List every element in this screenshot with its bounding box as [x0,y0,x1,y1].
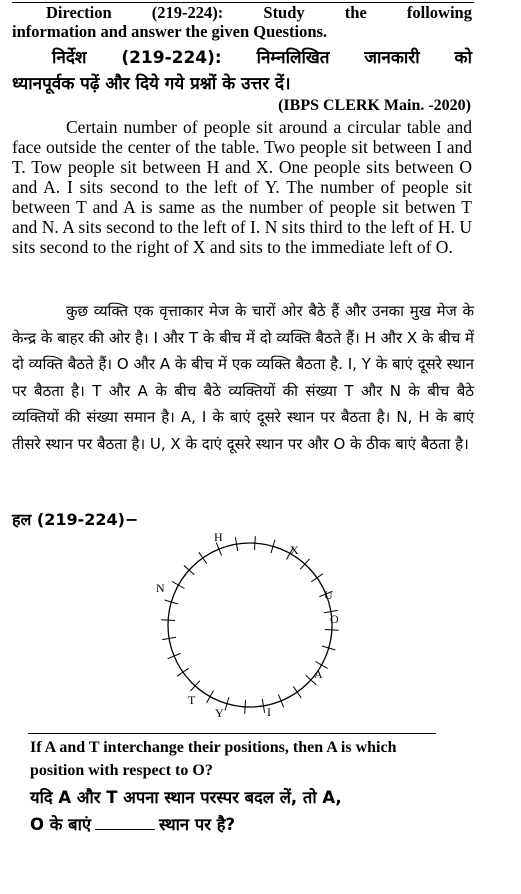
seat-label: H [214,530,223,544]
hindi-direction-w3: निम्नलिखित [256,48,330,68]
direction-range: (219-224): [151,3,224,22]
solution-title: हल (219-224)− [12,510,139,529]
seat-label: A [314,667,323,681]
direction-w2: the [344,3,367,22]
seat-label: Y [215,706,224,720]
seat-label: U [324,588,333,602]
seat-labels [156,530,339,720]
seat-label: I [267,705,271,719]
seating-diagram [140,520,360,735]
hindi-direction-w2: (219-224): [121,48,222,68]
seat-tick [161,620,175,621]
seat-tick [278,694,283,707]
direction-word: Direction [46,3,112,22]
seat-label: T [188,693,196,707]
seat-tick [177,668,189,676]
direction-line2: information and answer the given Questions. [12,22,328,41]
seat-ticks [161,536,339,714]
question-hindi-line2b: स्थान पर है? [159,815,236,834]
seat-tick [207,691,214,703]
question-hindi [30,784,460,838]
seat-tick [199,552,207,564]
passage-english: Certain number of people sit around a circular table and face outside the center of the table. Two people sit between I and T. Tow people sit between H and X. One people sits between O and A. I sits second to the left of Y. The number of people sit between T and A is same as the number of people sit betwen T and N. A sits second to the left of I. N sits third to the left of H. U sits second to the right of X and sits to the immediate left of O. [12,117,472,257]
seat-tick [168,653,181,658]
passage-hindi: कुछ व्यक्ति एक वृत्ताकार मेज के चारों ओर बैठे हैं और उनका मुख मेज के केन्द्र के बाहर की ओर है। I और T के बीच में दो व्यक्ति बैठते हैं। H और X के बीच में दो व्यक्ति बैठते हैं। O और A के बीच में एक व्यक्ति बैठता है. I, Y के बाएं दूसरे स्थान पर बैठता है। T और A के बीच बैठे व्यक्तियों की संख्या T और N के बीच बैठे व्यक्तियों की संख्या समान है। A, I के बाएं दूसरे स्थान पर बैठता है। N, H के बाएं तीसरे स्थान पर बैठता है। U, X के दाएं दूसरे स्थान पर और O के ठीक बाएं बैठता है। [12,302,474,453]
seat-tick [172,582,184,589]
seat-tick [255,536,256,550]
hindi-direction-line2: ध्यानपूर्वक पढ़ें और दिये गये प्रश्नों के उत्तर दें। [12,74,291,94]
hindi-direction-w4: जानकारी [364,48,420,68]
seat-tick [216,543,221,556]
question-hindi-line2a: O के बाएं [30,815,92,834]
hindi-direction-w1: निर्देश [52,48,87,68]
question-rule [28,733,436,734]
direction-heading [12,3,472,41]
question-hindi-line2 [30,811,460,838]
question-english: If A and T interchange their positions, then A is which position with respect to O? [30,739,397,779]
direction-w3: following [406,3,472,22]
hindi-direction [12,45,472,97]
question-hindi-line1: यदि A और T अपना स्थान परस्पर बदल लें, तो A, [30,788,342,807]
seat-tick [293,686,301,698]
hindi-direction-w5: को [454,48,472,68]
seat-label: N [156,581,165,595]
direction-w1: Study [263,3,305,22]
seat-tick [245,700,246,714]
seat-label: O [330,612,339,626]
seating-circle [168,543,332,707]
seat-tick [311,574,323,582]
seat-label: X [290,543,299,557]
answer-blank [95,829,155,830]
exam-source: (IBPS CLERK Main. -2020) [278,97,471,114]
seat-tick [325,630,339,631]
